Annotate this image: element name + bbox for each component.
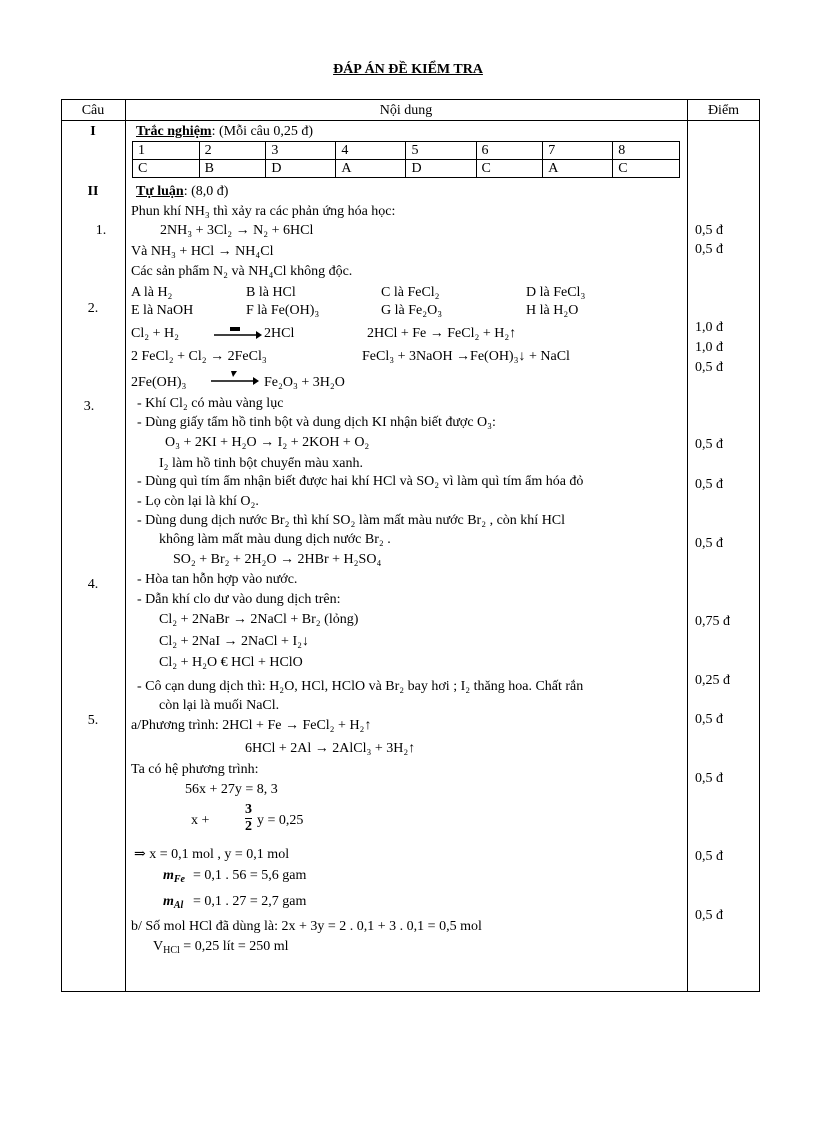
text-line: C là FeCl₂ [381, 285, 440, 300]
cell: D [406, 160, 476, 178]
question-number: 3. [83, 399, 95, 414]
equation: y = 0,25 [257, 813, 304, 828]
equation: O₃ + 2KI + H₂O → I₂ + 2KOH + O₂ [165, 435, 370, 450]
score: 1,0 đ [695, 320, 723, 335]
score: 0,5 đ [695, 223, 723, 238]
score: 0,25 đ [695, 673, 730, 688]
question-row [133, 142, 680, 160]
fraction-denominator: 2 [245, 819, 252, 834]
score: 0,5 đ [695, 908, 723, 923]
text-line: G là Fe₂O₃ [381, 303, 443, 318]
equation: x + [191, 813, 210, 828]
score: 0,5 đ [695, 712, 723, 727]
text-line: F là Fe(OH)₃ [246, 303, 320, 318]
equation: Cl₂ + H₂O € HCl + HClO [159, 655, 303, 670]
equation: ⇒ x = 0,1 mol , y = 0,1 mol [134, 847, 290, 862]
cell: 2 [199, 142, 266, 160]
score: 0,5 đ [695, 849, 723, 864]
fraction-numerator: 3 [245, 802, 252, 817]
text-line: E là NaOH [131, 303, 194, 318]
question-number: 1. [95, 223, 107, 238]
cell: B [199, 160, 266, 178]
text-line: không làm mất màu dung dịch nước Br₂ . [159, 532, 391, 547]
text-line: b/ Số mol HCl đã dùng là: 2x + 3y = 2 . 0,1 + 3 . 0,1 = 0,5 mol [131, 919, 482, 934]
header-cau: Câu [81, 103, 105, 118]
list-item: - Dùng giấy tẩm hồ tinh bột và dung dịch KI nhận biết được O₃: [137, 415, 496, 430]
text-line: Ta có hệ phương trình: [131, 762, 259, 777]
text-line: A là H₂ [131, 285, 173, 300]
score: 0,75 đ [695, 614, 730, 629]
cell: 4 [336, 142, 406, 160]
cell: 7 [543, 142, 613, 160]
answer-row [133, 160, 680, 178]
cell: 8 [613, 142, 680, 160]
equation: a/Phương trình: 2HCl + Fe → FeCl₂ + H₂↑ [131, 718, 372, 733]
cell: 1 [133, 142, 200, 160]
cell: C [476, 160, 543, 178]
equation: 2HCl [264, 326, 295, 341]
equation: 2Fe(OH)₃ [131, 375, 187, 390]
score: 0,5 đ [695, 242, 723, 257]
text-line: B là HCl [246, 285, 296, 300]
list-item: - Lọ còn lại là khí O₂. [137, 494, 259, 509]
equation: Cl₂ + H₂ [131, 326, 179, 341]
column-divider [687, 99, 688, 992]
list-item: - Dùng quì tím ẩm nhận biết được hai khí HCl và SO₂ vì làm quì tím ẩm hóa đỏ [137, 474, 584, 489]
cell: 3 [266, 142, 336, 160]
equation: FeCl₃ + 3NaOH →Fe(OH)₃↓ + NaCl [362, 349, 570, 364]
equation: SO₂ + Br₂ + 2H₂O → 2HBr + H₂SO₄ [173, 552, 382, 567]
cell: C [613, 160, 680, 178]
text-line: H là H₂O [526, 303, 579, 318]
equation: = 0,1 . 27 = 2,7 gam [193, 894, 307, 909]
list-item: - Dùng dung dịch nước Br₂ thì khí SO₂ làm mất màu nước Br₂ , còn khí HCl [137, 513, 566, 528]
equation: 6HCl + 2Al → 2AlCl₃ + 3H₂↑ [245, 741, 416, 756]
cell: C [133, 160, 200, 178]
equation: Fe₂O₃ + 3H₂O [264, 375, 345, 390]
equation: 2HCl + Fe → FeCl₂ + H₂↑ [367, 326, 517, 341]
fraction [245, 802, 252, 835]
section-number: I [90, 124, 96, 139]
equation: = 0,1 . 56 = 5,6 gam [193, 868, 307, 883]
cell: 6 [476, 142, 543, 160]
section-heading: Tự luận: (8,0 đ) [136, 184, 229, 199]
equation: 2NH₃ + 3Cl₂ → N₂ + 6HCl [160, 223, 314, 238]
header-divider [61, 120, 760, 121]
page-title: ĐÁP ÁN ĐỀ KIỂM TRA [333, 62, 483, 77]
equation: Cl₂ + 2NaBr → 2NaCl + Br₂ (lỏng) [159, 612, 359, 627]
question-number: 5. [87, 713, 99, 728]
header-noi-dung: Nội dung [379, 103, 433, 118]
mass-symbol: $m_{Al}$ [163, 894, 184, 911]
mass-symbol: $m_{Fe}$ [163, 868, 185, 885]
equation: Và NH₃ + HCl → NH₄Cl [131, 244, 274, 259]
heat-arrow-icon [209, 369, 259, 387]
multiple-choice-table [132, 141, 680, 178]
score: 0,5 đ [695, 477, 723, 492]
text-line: I₂ làm hồ tinh bột chuyển màu xanh. [159, 456, 363, 471]
list-item: - Cô cạn dung dịch thì: H₂O, HCl, HClO và Br₂ bay hơi ; I₂ thăng hoa. Chất rắn [137, 679, 584, 694]
score: 0,5 đ [695, 536, 723, 551]
score: 0,5 đ [695, 771, 723, 786]
header-diem: Điểm [707, 103, 740, 118]
cell: A [336, 160, 406, 178]
question-number: 2. [87, 301, 99, 316]
equation: 56x + 27y = 8, 3 [185, 782, 278, 797]
score: 0,5 đ [695, 437, 723, 452]
cell: 5 [406, 142, 476, 160]
reaction-arrow-icon [212, 326, 262, 340]
score: 1,0 đ [695, 340, 723, 355]
question-number: 4. [87, 577, 99, 592]
equation: Cl₂ + 2NaI → 2NaCl + I₂↓ [159, 634, 309, 649]
text-line: còn lại là muối NaCl. [159, 698, 280, 713]
list-item: - Khí Cl₂ có màu vàng lục [137, 396, 284, 411]
cell: D [266, 160, 336, 178]
section-heading: Trắc nghiệm: (Mỗi câu 0,25 đ) [136, 124, 314, 139]
text-line: Các sản phẩm N₂ và NH₄Cl không độc. [131, 264, 353, 279]
text-line: Phun khí NH₃ thì xảy ra các phản ứng hóa học: [131, 204, 396, 219]
list-item: - Hòa tan hỗn hợp vào nước. [137, 572, 298, 587]
equation: $V_{HCl} = 0,25$ lít = 250 ml [153, 939, 289, 956]
text-line: D là FeCl₃ [526, 285, 586, 300]
list-item: - Dẫn khí clo dư vào dung dịch trên: [137, 592, 341, 607]
section-number: II [87, 184, 99, 199]
score: 0,5 đ [695, 360, 723, 375]
equation: 2 FeCl₂ + Cl₂ → 2FeCl₃ [131, 349, 267, 364]
cell: A [543, 160, 613, 178]
